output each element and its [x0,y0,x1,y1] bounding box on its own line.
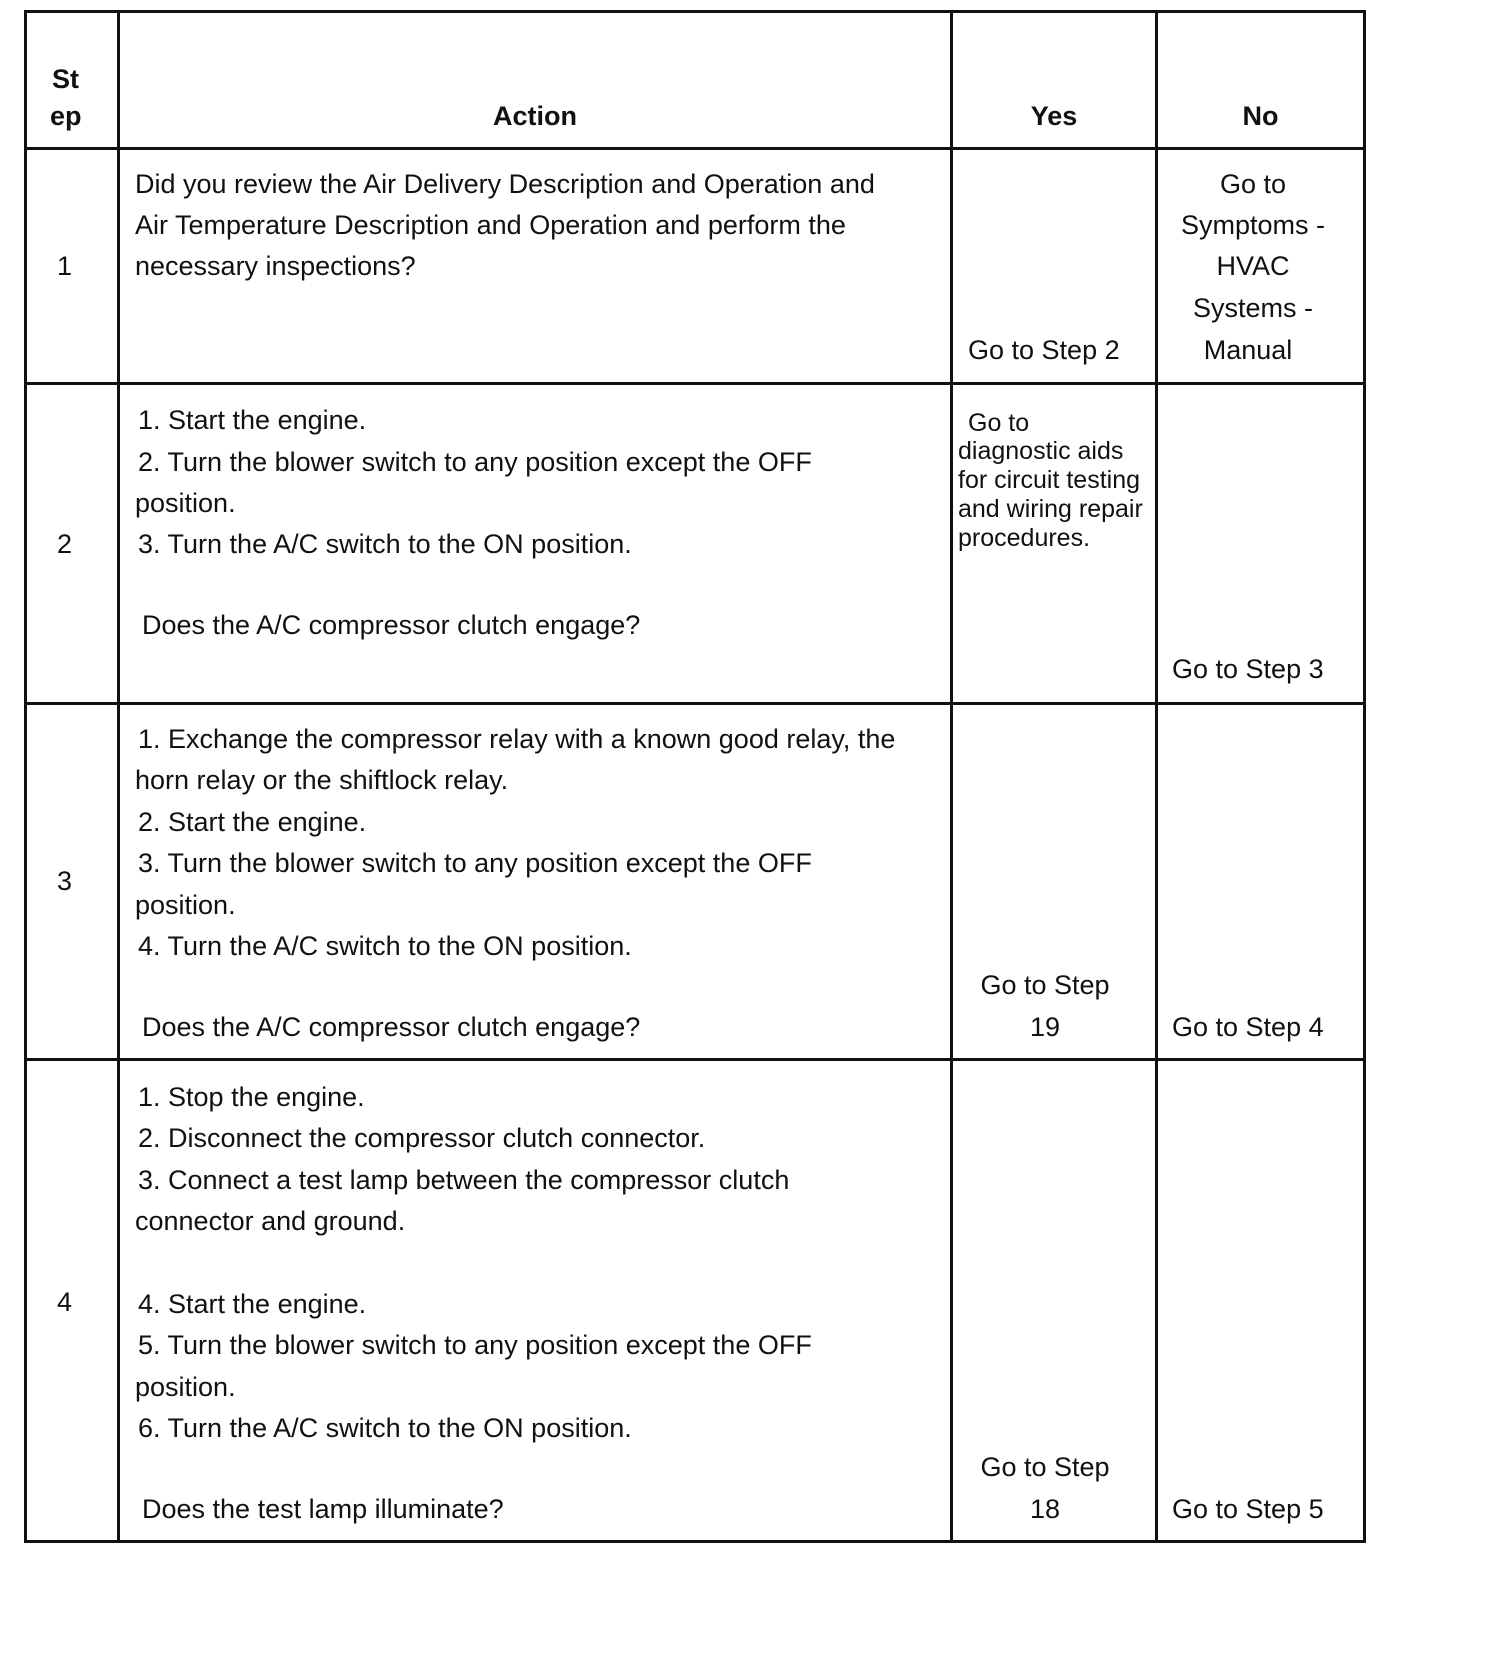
action-question: Does the A/C compressor clutch engage? [142,1012,641,1042]
grid-left-border [24,10,27,1543]
yes-link[interactable]: Go to Step 2 [968,335,1120,365]
action-line: 5. Turn the blower switch to any position except the OFF [138,1330,812,1360]
yes-link[interactable]: Go to Step [980,1452,1110,1482]
grid-col-action-divider [950,10,953,1543]
step-number: 1 [57,251,73,281]
action-line: 3. Connect a test lamp between the compressor clutch [138,1165,790,1195]
action-question: Does the test lamp illuminate? [142,1494,504,1524]
step-number: 4 [57,1287,73,1317]
header-no: No [1242,101,1279,131]
action-line: 4. Turn the A/C switch to the ON position. [138,931,632,961]
action-line: 2. Turn the blower switch to any position except the OFF [138,447,812,477]
grid-bottom-border [24,1540,1366,1543]
grid-header-bottom [24,147,1366,150]
no-link[interactable]: Go to Step 5 [1172,1494,1324,1524]
grid-right-border [1363,10,1366,1543]
no-link[interactable]: Go to Step 3 [1172,654,1324,684]
action-line: position. [135,488,236,518]
action-line: 4. Start the engine. [138,1289,367,1319]
yes-link[interactable]: Go to Step [980,970,1110,1000]
action-line: position. [135,890,236,920]
yes-link[interactable]: 19 [1029,1012,1061,1042]
yes-link[interactable]: procedures. [958,524,1091,552]
grid-top-border [24,10,1366,13]
action-line: 3. Turn the blower switch to any position except the OFF [138,848,812,878]
header-yes: Yes [1030,101,1078,131]
grid-col-step-divider [117,10,120,1543]
grid-row2-bottom [24,702,1366,705]
action-line: 3. Turn the A/C switch to the ON position. [138,529,632,559]
header-action: Action [493,101,577,131]
action-line: 2. Disconnect the compressor clutch connector. [138,1123,706,1153]
action-line: 6. Turn the A/C switch to the ON position. [138,1413,632,1443]
no-link[interactable]: Manual [1203,335,1293,365]
no-link[interactable]: Go to [1219,169,1287,199]
grid-row1-bottom [24,382,1366,385]
yes-link[interactable]: Go to [968,409,1030,437]
action-line: necessary inspections? [135,251,416,281]
yes-link[interactable]: and wiring repair [958,495,1143,523]
action-line: 2. Start the engine. [138,807,367,837]
action-line: connector and ground. [135,1206,406,1236]
action-line: 1. Exchange the compressor relay with a known good relay, the [138,724,896,754]
grid-row3-bottom [24,1058,1366,1061]
no-link[interactable]: HVAC [1216,251,1290,281]
action-line: horn relay or the shiftlock relay. [135,765,509,795]
action-line: 1. Stop the engine. [138,1082,365,1112]
no-link[interactable]: Symptoms - [1180,210,1326,240]
yes-link[interactable]: for circuit testing [958,466,1141,494]
header-step-line1: St [52,64,79,94]
action-line: position. [135,1372,236,1402]
step-number: 2 [57,529,73,559]
action-question: Does the A/C compressor clutch engage? [142,610,641,640]
action-line: Did you review the Air Delivery Description and Operation and [135,169,875,199]
no-link[interactable]: Systems - [1192,293,1313,323]
action-line: Air Temperature Description and Operation and perform the [135,210,846,240]
yes-link[interactable]: diagnostic aids [958,437,1124,465]
yes-link[interactable]: 18 [1029,1494,1061,1524]
header-step-line2: ep [50,101,82,131]
action-line: 1. Start the engine. [138,405,367,435]
no-link[interactable]: Go to Step 4 [1172,1012,1324,1042]
step-number: 3 [57,866,73,896]
